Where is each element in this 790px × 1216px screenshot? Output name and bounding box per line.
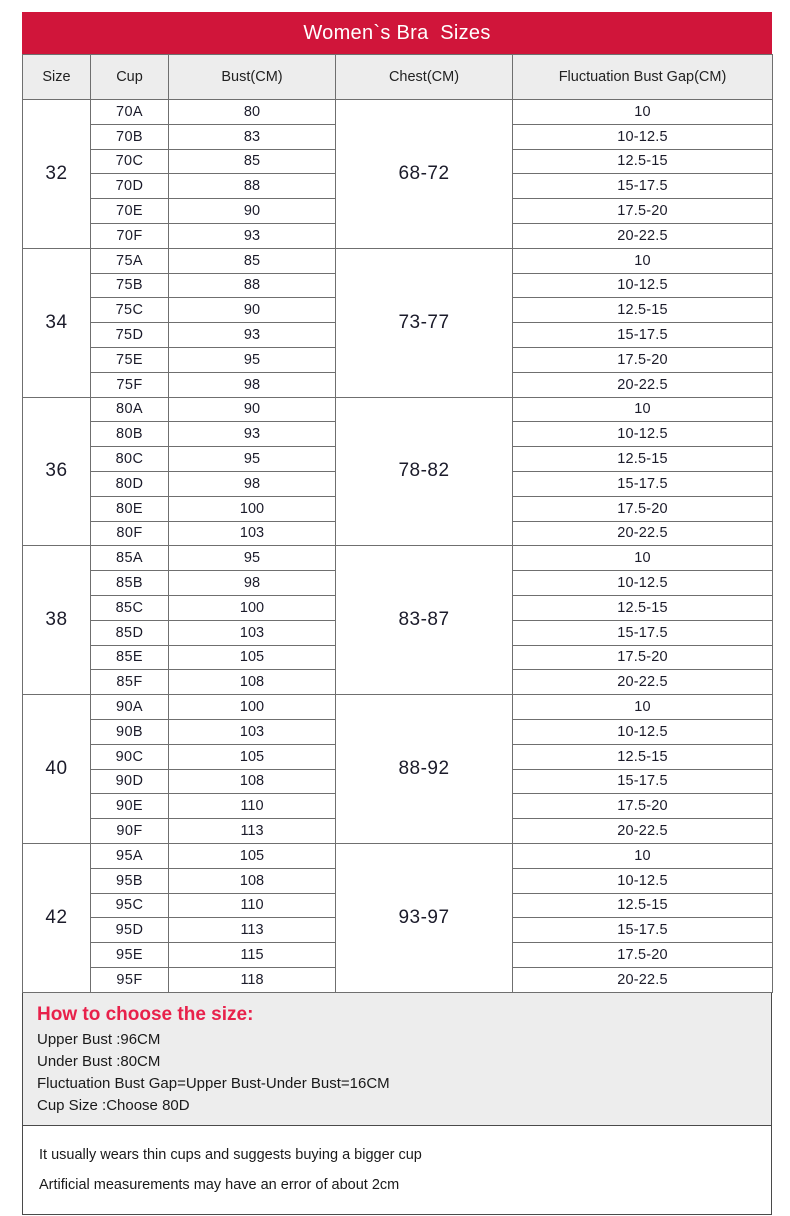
cell-bust: 85 [169,149,336,174]
cell-bust: 105 [169,645,336,670]
cell-fluctuation-bust-gap: 20-22.5 [513,223,773,248]
cell-cup: 80B [91,422,169,447]
cell-cup: 75B [91,273,169,298]
cell-cup: 80C [91,447,169,472]
cell-fluctuation-bust-gap: 12.5-15 [513,447,773,472]
cell-cup: 70D [91,174,169,199]
cell-fluctuation-bust-gap: 10 [513,100,773,125]
cell-fluctuation-bust-gap: 20-22.5 [513,967,773,992]
note-measurement-error: Artificial measurements may have an error of about 2cm [39,1176,400,1193]
cell-cup: 70A [91,100,169,125]
cell-fluctuation-bust-gap: 20-22.5 [513,819,773,844]
cell-fluctuation-bust-gap: 10-12.5 [513,868,773,893]
cell-bust: 100 [169,595,336,620]
column-header-size: Size [23,55,91,100]
cell-cup: 90D [91,769,169,794]
cell-cup: 75A [91,248,169,273]
cell-bust: 108 [169,868,336,893]
cell-bust: 95 [169,447,336,472]
cell-fluctuation-bust-gap: 15-17.5 [513,471,773,496]
cell-bust: 100 [169,695,336,720]
table-row [23,843,773,868]
cell-cup: 80F [91,521,169,546]
how-to-line-under-bust: Under Bust :80CM [37,1052,161,1070]
cell-bust: 88 [169,273,336,298]
cell-fluctuation-bust-gap: 15-17.5 [513,769,773,794]
cell-fluctuation-bust-gap: 15-17.5 [513,174,773,199]
how-to-line-cup-size: Cup Size :Choose 80D [37,1096,190,1114]
cell-fluctuation-bust-gap: 17.5-20 [513,199,773,224]
cell-bust: 90 [169,397,336,422]
cell-bust: 110 [169,893,336,918]
cell-cup: 95D [91,918,169,943]
cell-fluctuation-bust-gap: 20-22.5 [513,670,773,695]
column-header-fluctuation-bust-gap: Fluctuation Bust Gap(CM) [513,55,773,100]
cell-fluctuation-bust-gap: 10-12.5 [513,571,773,596]
how-to-choose-heading: How to choose the size: [37,1003,254,1025]
cell-cup: 95C [91,893,169,918]
cell-fluctuation-bust-gap: 10-12.5 [513,422,773,447]
table-row [23,397,773,422]
cell-bust: 110 [169,794,336,819]
cell-cup: 70C [91,149,169,174]
cell-cup: 95B [91,868,169,893]
how-to-line-upper-bust: Upper Bust :96CM [37,1030,161,1048]
cell-bust: 88 [169,174,336,199]
cell-size: 38 [23,546,91,695]
cell-fluctuation-bust-gap: 17.5-20 [513,496,773,521]
cell-fluctuation-bust-gap: 15-17.5 [513,620,773,645]
cell-cup: 80A [91,397,169,422]
cell-fluctuation-bust-gap: 12.5-15 [513,595,773,620]
bra-size-table [22,54,773,993]
cell-bust: 93 [169,223,336,248]
column-header-cup: Cup [91,55,169,100]
cell-chest: 88-92 [336,695,513,844]
cell-size: 40 [23,695,91,844]
cell-cup: 70E [91,199,169,224]
cell-bust: 95 [169,546,336,571]
cell-cup: 90F [91,819,169,844]
how-to-line-fluctuation: Fluctuation Bust Gap=Upper Bust-Under Bust=16CM [37,1074,390,1092]
cell-cup: 85E [91,645,169,670]
cell-cup: 85C [91,595,169,620]
cell-bust: 105 [169,843,336,868]
cell-bust: 90 [169,199,336,224]
cell-size: 32 [23,100,91,249]
cell-fluctuation-bust-gap: 10 [513,546,773,571]
cell-cup: 90A [91,695,169,720]
header-row [23,55,773,100]
cell-cup: 80D [91,471,169,496]
cell-cup: 95F [91,967,169,992]
cell-bust: 93 [169,422,336,447]
cell-bust: 113 [169,819,336,844]
cell-fluctuation-bust-gap: 15-17.5 [513,323,773,348]
table-body [23,100,773,993]
cell-chest: 83-87 [336,546,513,695]
cell-cup: 95A [91,843,169,868]
cell-fluctuation-bust-gap: 10 [513,397,773,422]
cell-bust: 105 [169,744,336,769]
cell-cup: 90B [91,719,169,744]
cell-cup: 90E [91,794,169,819]
note-thin-cups: It usually wears thin cups and suggests buying a bigger cup [39,1146,422,1163]
cell-bust: 98 [169,571,336,596]
cell-size: 34 [23,248,91,397]
cell-cup: 75F [91,372,169,397]
notes-section [22,1126,772,1215]
cell-bust: 103 [169,521,336,546]
cell-fluctuation-bust-gap: 12.5-15 [513,298,773,323]
cell-bust: 95 [169,347,336,372]
cell-bust: 80 [169,100,336,125]
cell-fluctuation-bust-gap: 10-12.5 [513,124,773,149]
table-row [23,546,773,571]
cell-fluctuation-bust-gap: 17.5-20 [513,347,773,372]
cell-bust: 98 [169,471,336,496]
cell-size: 36 [23,397,91,546]
cell-fluctuation-bust-gap: 10-12.5 [513,273,773,298]
cell-fluctuation-bust-gap: 10 [513,843,773,868]
column-header-chest: Chest(CM) [336,55,513,100]
cell-cup: 95E [91,943,169,968]
cell-cup: 70F [91,223,169,248]
cell-cup: 75C [91,298,169,323]
how-to-choose-section [22,993,772,1126]
cell-fluctuation-bust-gap: 10 [513,248,773,273]
cell-fluctuation-bust-gap: 17.5-20 [513,794,773,819]
cell-bust: 100 [169,496,336,521]
cell-chest: 78-82 [336,397,513,546]
cell-bust: 85 [169,248,336,273]
cell-chest: 73-77 [336,248,513,397]
cell-fluctuation-bust-gap: 12.5-15 [513,149,773,174]
table-row [23,248,773,273]
cell-bust: 98 [169,372,336,397]
cell-cup: 85A [91,546,169,571]
cell-size: 42 [23,843,91,992]
cell-bust: 118 [169,967,336,992]
cell-fluctuation-bust-gap: 10 [513,695,773,720]
cell-fluctuation-bust-gap: 12.5-15 [513,893,773,918]
cell-fluctuation-bust-gap: 12.5-15 [513,744,773,769]
cell-bust: 108 [169,670,336,695]
cell-bust: 115 [169,943,336,968]
size-chart [22,12,772,1215]
cell-bust: 103 [169,719,336,744]
cell-chest: 93-97 [336,843,513,992]
cell-bust: 93 [169,323,336,348]
table-row [23,100,773,125]
cell-fluctuation-bust-gap: 17.5-20 [513,645,773,670]
cell-bust: 83 [169,124,336,149]
cell-fluctuation-bust-gap: 20-22.5 [513,372,773,397]
cell-cup: 80E [91,496,169,521]
cell-cup: 90C [91,744,169,769]
table-row [23,695,773,720]
cell-bust: 113 [169,918,336,943]
column-header-bust: Bust(CM) [169,55,336,100]
chart-title: Women`s Bra Sizes [22,12,772,54]
cell-cup: 75D [91,323,169,348]
cell-fluctuation-bust-gap: 17.5-20 [513,943,773,968]
cell-bust: 103 [169,620,336,645]
cell-cup: 75E [91,347,169,372]
cell-cup: 85F [91,670,169,695]
cell-cup: 85D [91,620,169,645]
cell-chest: 68-72 [336,100,513,249]
cell-cup: 70B [91,124,169,149]
table-header [23,55,773,100]
cell-bust: 90 [169,298,336,323]
cell-fluctuation-bust-gap: 20-22.5 [513,521,773,546]
cell-cup: 85B [91,571,169,596]
cell-fluctuation-bust-gap: 15-17.5 [513,918,773,943]
cell-bust: 108 [169,769,336,794]
cell-fluctuation-bust-gap: 10-12.5 [513,719,773,744]
